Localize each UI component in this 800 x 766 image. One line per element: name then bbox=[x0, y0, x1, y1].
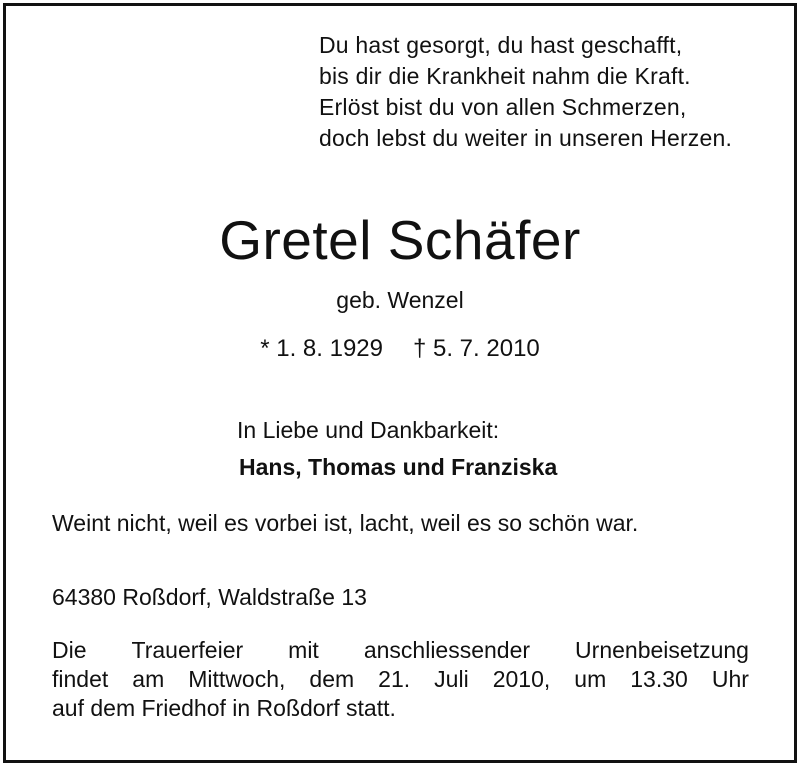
ceremony-word: 2010, bbox=[492, 666, 551, 692]
poem-line: Erlöst bist du von allen Schmerzen, bbox=[319, 94, 687, 120]
ceremony-word: mit bbox=[288, 637, 319, 663]
ceremony-word: Urnenbeisetzung bbox=[575, 637, 749, 663]
address: 64380 Roßdorf, Waldstraße 13 bbox=[52, 584, 367, 610]
life-dates bbox=[0, 333, 800, 365]
motto: Weint nicht, weil es vorbei ist, lacht, weil es so schön war. bbox=[52, 510, 639, 536]
ceremony-word: Uhr bbox=[711, 666, 749, 692]
ceremony-word: findet bbox=[52, 666, 109, 692]
ceremony-word: 13.30 bbox=[630, 666, 688, 692]
ceremony-word: am bbox=[132, 666, 165, 692]
deceased-name: Gretel Schäfer bbox=[219, 209, 581, 271]
ceremony-word: 21. bbox=[378, 666, 411, 692]
ceremony-word: Juli bbox=[434, 666, 469, 692]
death-date: † 5. 7. 2010 bbox=[412, 335, 540, 362]
ceremony-line-3: auf dem Friedhof in Roßdorf statt. bbox=[52, 695, 396, 721]
ceremony-line-1 bbox=[52, 636, 749, 665]
ceremony-word: Die bbox=[52, 637, 87, 663]
mourners-names: Hans, Thomas und Franziska bbox=[239, 454, 558, 480]
poem-line: bis dir die Krankheit nahm die Kraft. bbox=[319, 63, 691, 89]
mourners-intro: In Liebe und Dankbarkeit: bbox=[237, 417, 500, 443]
ceremony-notice bbox=[52, 636, 749, 723]
maiden-name: geb. Wenzel bbox=[336, 287, 464, 313]
poem-line: Du hast gesorgt, du hast geschafft, bbox=[319, 32, 683, 58]
ceremony-word: um bbox=[574, 666, 607, 692]
ceremony-line-2 bbox=[52, 665, 749, 694]
poem-line: doch lebst du weiter in unseren Herzen. bbox=[319, 125, 733, 151]
ceremony-word: Trauerfeier bbox=[131, 637, 244, 663]
ceremony-word: dem bbox=[309, 666, 355, 692]
ceremony-word: Mittwoch, bbox=[188, 666, 286, 692]
birth-date: * 1. 8. 1929 bbox=[260, 335, 383, 362]
poem bbox=[319, 30, 732, 154]
ceremony-word: anschliessender bbox=[363, 637, 531, 663]
